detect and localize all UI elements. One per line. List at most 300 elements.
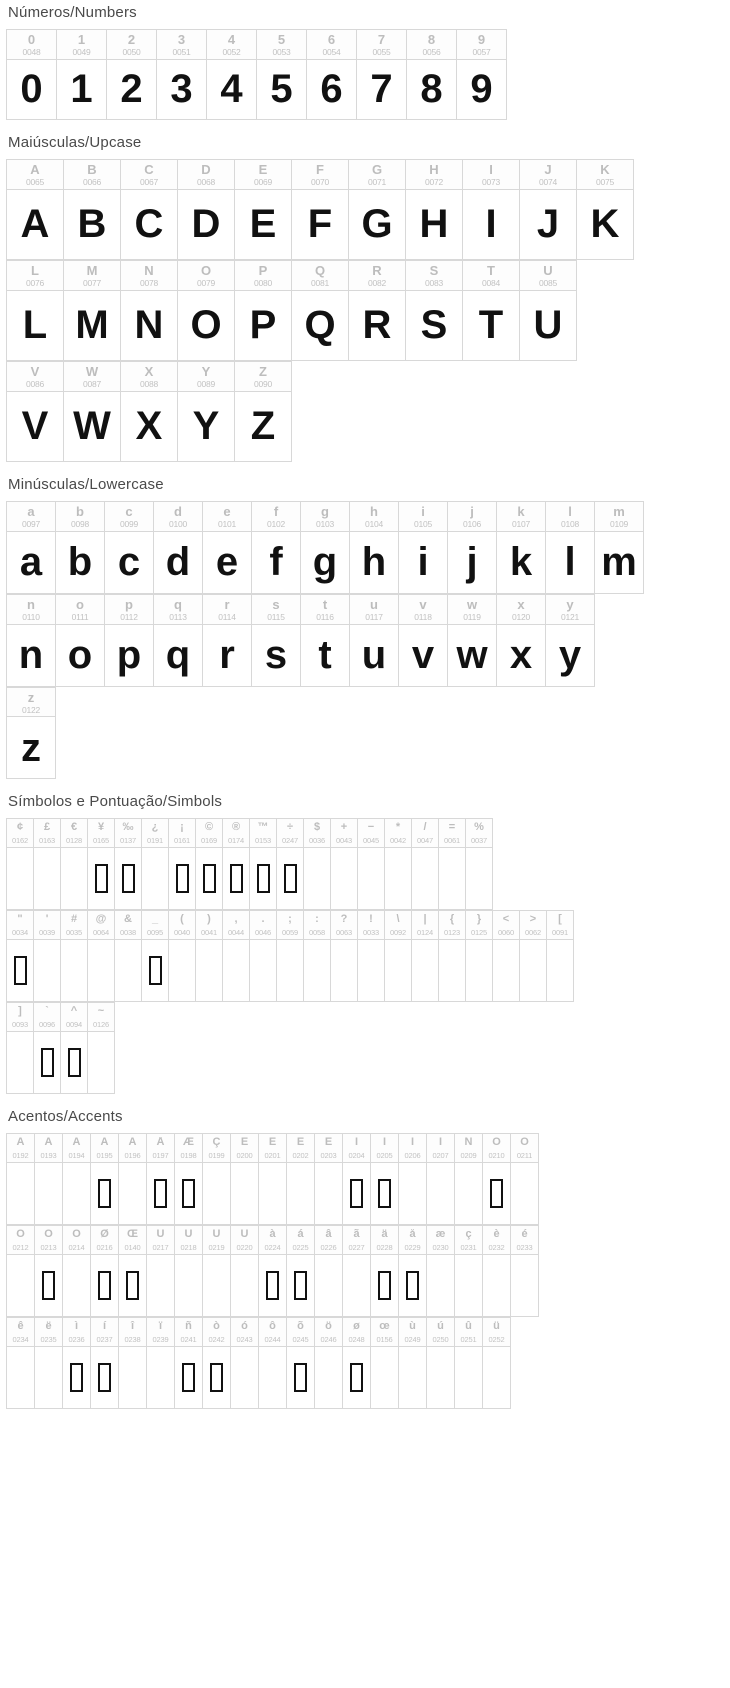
glyph-cell[interactable] <box>455 1347 483 1409</box>
glyph-header-cell <box>157 30 207 60</box>
notdef-box-icon <box>122 864 135 893</box>
glyph-char-label: ä <box>381 1228 388 1240</box>
glyph-cell[interactable] <box>207 60 257 120</box>
glyph-char-label: + <box>340 822 348 834</box>
glyph-char-label: Q <box>314 263 326 278</box>
glyph-cell[interactable] <box>349 190 406 260</box>
glyph-cell[interactable] <box>466 940 493 1002</box>
glyph-char-label: Í <box>382 1137 387 1149</box>
glyph-cell[interactable] <box>105 532 154 594</box>
glyph-cell[interactable] <box>119 1255 147 1317</box>
glyph-code-row <box>7 1318 511 1347</box>
glyph-header-cell <box>88 1003 115 1032</box>
glyph-cell[interactable] <box>343 1163 371 1225</box>
glyph-header-cell <box>399 502 448 532</box>
glyph-char-label: R <box>372 263 382 278</box>
glyph-char-label: ó <box>241 1320 248 1332</box>
glyph-cell[interactable] <box>57 60 107 120</box>
glyph-code-label: 0060 <box>498 928 514 938</box>
glyph-cell[interactable] <box>546 532 595 594</box>
glyph-cell[interactable] <box>427 1163 455 1225</box>
glyph-header-cell <box>399 595 448 625</box>
glyph-header-cell <box>511 1134 539 1163</box>
glyph-cell[interactable] <box>105 625 154 687</box>
glyph-char-label: Y <box>201 364 211 379</box>
glyph-cell[interactable] <box>178 392 235 462</box>
glyph-cell[interactable] <box>175 1255 203 1317</box>
glyph-header-cell <box>466 911 493 940</box>
glyph-cell[interactable] <box>307 60 357 120</box>
notdef-box-icon <box>210 1363 223 1392</box>
glyph-cell[interactable] <box>455 1255 483 1317</box>
glyph-cell[interactable] <box>235 392 292 462</box>
glyph-code-label: 0059 <box>282 928 298 938</box>
glyph-code-label: 0093 <box>12 1020 28 1030</box>
glyph-header-cell <box>147 1226 175 1255</box>
glyph-cell[interactable] <box>547 940 574 1002</box>
glyph-header-cell <box>178 362 235 392</box>
glyph-cell[interactable] <box>223 940 250 1002</box>
glyph-cell[interactable] <box>157 60 207 120</box>
glyph-code-label: 0238 <box>124 1334 141 1344</box>
glyph-cell[interactable] <box>91 1255 119 1317</box>
glyph-char-label: ™ <box>257 822 269 834</box>
glyph-cell[interactable] <box>64 291 121 361</box>
glyph-header-cell <box>307 30 357 60</box>
glyph-cell[interactable] <box>34 848 61 910</box>
glyph-cell[interactable] <box>231 1255 259 1317</box>
glyph-char-label: o <box>76 597 84 612</box>
glyph-code-label: 0050 <box>122 47 141 57</box>
glyph-cell[interactable] <box>196 940 223 1002</box>
glyph-header-cell <box>371 1226 399 1255</box>
glyph-cell[interactable] <box>169 940 196 1002</box>
notdef-box-icon <box>14 956 27 985</box>
glyph-char-label: ' <box>45 914 49 926</box>
glyph-header-cell <box>203 1134 231 1163</box>
glyph-cell[interactable] <box>497 625 546 687</box>
glyph-cell[interactable] <box>287 1255 315 1317</box>
glyph-cell[interactable] <box>154 625 203 687</box>
glyph-code-label: 0204 <box>348 1151 365 1161</box>
glyph-cell[interactable] <box>399 1163 427 1225</box>
glyph-code-row <box>7 1226 539 1255</box>
glyph-cell[interactable] <box>56 625 105 687</box>
glyph-sample-row <box>7 60 507 120</box>
glyph-cell[interactable] <box>331 940 358 1002</box>
glyph-header-cell <box>371 1134 399 1163</box>
glyph-header-cell <box>277 819 304 848</box>
glyph-char-label: Ç <box>212 1137 221 1149</box>
glyph-cell[interactable] <box>7 60 57 120</box>
glyph-cell[interactable] <box>91 1347 119 1409</box>
notdef-box-icon <box>284 864 297 893</box>
glyph-cell[interactable] <box>121 190 178 260</box>
glyph-cell[interactable] <box>7 1032 34 1094</box>
glyph-cell[interactable] <box>463 291 520 361</box>
glyph-cell[interactable] <box>466 848 493 910</box>
glyph-header-cell <box>497 502 546 532</box>
glyph-code-label: 0165 <box>93 836 109 846</box>
glyph-cell[interactable] <box>520 291 577 361</box>
glyph-header-cell <box>105 502 154 532</box>
glyph-cell[interactable] <box>88 940 115 1002</box>
glyph-char-label: Ô <box>16 1228 25 1240</box>
glyph-cell[interactable] <box>343 1347 371 1409</box>
glyph-header-cell <box>455 1226 483 1255</box>
notdef-box-icon <box>182 1363 195 1392</box>
glyph-code-label: 0241 <box>180 1334 197 1344</box>
glyph-cell[interactable] <box>61 940 88 1002</box>
glyph-char-label: ~ <box>97 1006 105 1018</box>
glyph-code-label: 0237 <box>96 1334 113 1344</box>
glyph-cell[interactable] <box>483 1163 511 1225</box>
glyph-char-label: 2 <box>127 33 136 47</box>
glyph-cell[interactable] <box>520 940 547 1002</box>
glyph-cell[interactable] <box>349 291 406 361</box>
glyph-cell[interactable] <box>483 1347 511 1409</box>
glyph-code-label: 0115 <box>267 611 285 622</box>
glyph-cell[interactable] <box>7 1347 35 1409</box>
glyph-cell[interactable] <box>406 190 463 260</box>
glyph-cell[interactable] <box>457 60 507 120</box>
glyph-cell[interactable] <box>455 1163 483 1225</box>
glyph-cell[interactable] <box>546 625 595 687</box>
glyph-code-label: 0137 <box>120 836 136 846</box>
glyph-code-label: 0113 <box>169 611 187 622</box>
glyph-header-cell <box>147 1134 175 1163</box>
glyph-cell[interactable] <box>483 1255 511 1317</box>
glyph-cell[interactable] <box>63 1255 91 1317</box>
glyph-cell[interactable] <box>439 848 466 910</box>
glyph-cell[interactable] <box>371 1347 399 1409</box>
glyph-cell[interactable] <box>493 940 520 1002</box>
glyph-cell[interactable] <box>223 848 250 910</box>
glyph-char-label: V <box>30 364 40 379</box>
glyph-cell[interactable] <box>115 848 142 910</box>
glyph-char-label: u <box>370 597 378 612</box>
glyph-cell[interactable] <box>63 1163 91 1225</box>
glyph-header-cell <box>399 1134 427 1163</box>
glyph-cell[interactable] <box>439 940 466 1002</box>
glyph-char-label: D <box>201 162 211 177</box>
glyph-sample-row <box>7 1032 115 1094</box>
glyph-sample: r <box>219 633 235 678</box>
glyph-cell[interactable] <box>259 1163 287 1225</box>
glyph-cell[interactable] <box>34 940 61 1002</box>
glyph-header-cell <box>175 1226 203 1255</box>
glyph-cell[interactable] <box>357 60 407 120</box>
glyph-cell[interactable] <box>385 940 412 1002</box>
glyph-cell[interactable] <box>203 1255 231 1317</box>
glyph-header-cell <box>34 819 61 848</box>
glyph-cell[interactable] <box>35 1255 63 1317</box>
glyph-cell[interactable] <box>7 190 64 260</box>
glyph-sample: K <box>590 202 620 247</box>
glyph-sample: q <box>165 633 191 678</box>
glyph-cell[interactable] <box>407 60 457 120</box>
glyph-char-label: õ <box>297 1320 304 1332</box>
glyph-cell[interactable] <box>142 848 169 910</box>
glyph-cell[interactable] <box>7 392 64 462</box>
glyph-cell[interactable] <box>412 940 439 1002</box>
glyph-cell[interactable] <box>511 1163 539 1225</box>
glyph-code-label: 0061 <box>444 836 460 846</box>
glyph-cell[interactable] <box>463 190 520 260</box>
glyph-header-cell <box>34 1003 61 1032</box>
glyph-code-row <box>7 502 644 532</box>
glyph-header-cell <box>257 30 307 60</box>
glyph-code-label: 0081 <box>310 277 330 288</box>
glyph-code-label: 0119 <box>463 611 481 622</box>
glyph-code-label: 0066 <box>82 176 102 187</box>
glyph-cell[interactable] <box>315 1347 343 1409</box>
glyph-code-label: 0112 <box>120 611 138 622</box>
glyph-cell[interactable] <box>142 940 169 1002</box>
glyph-code-label: 0197 <box>152 1151 169 1161</box>
glyph-cell[interactable] <box>147 1163 175 1225</box>
glyph-cell[interactable] <box>34 1032 61 1094</box>
glyph-cell[interactable] <box>147 1255 175 1317</box>
glyph-cell[interactable] <box>595 532 644 594</box>
glyph-code-row <box>7 595 595 625</box>
section-title: Acentos/Accents <box>8 1108 123 1126</box>
glyph-header-cell <box>493 911 520 940</box>
glyph-cell[interactable] <box>7 940 34 1002</box>
glyph-cell[interactable] <box>385 848 412 910</box>
glyph-char-label: ë <box>45 1320 52 1332</box>
glyph-cell[interactable] <box>63 1347 91 1409</box>
glyph-cell[interactable] <box>35 1347 63 1409</box>
glyph-char-label: n <box>27 597 35 612</box>
notdef-box-icon <box>126 1271 139 1300</box>
glyph-cell[interactable] <box>178 291 235 361</box>
glyph-cell[interactable] <box>448 532 497 594</box>
glyph-cell[interactable] <box>292 291 349 361</box>
glyph-cell[interactable] <box>301 625 350 687</box>
glyph-cell[interactable] <box>61 1032 88 1094</box>
glyph-cell[interactable] <box>371 1163 399 1225</box>
glyph-cell[interactable] <box>203 1347 231 1409</box>
glyph-header-cell <box>105 595 154 625</box>
glyph-code-label: 0041 <box>201 928 217 938</box>
glyph-header-cell <box>63 1226 91 1255</box>
notdef-box-icon <box>98 1363 111 1392</box>
glyph-cell[interactable] <box>259 1347 287 1409</box>
glyph-code-label: 0045 <box>363 836 379 846</box>
glyph-cell[interactable] <box>35 1163 63 1225</box>
glyph-char-label: a <box>27 504 35 519</box>
glyph-cell[interactable] <box>203 1163 231 1225</box>
glyph-cell[interactable] <box>399 532 448 594</box>
glyph-cell[interactable] <box>88 848 115 910</box>
glyph-code-label: 0058 <box>309 928 325 938</box>
glyph-code-label: 0124 <box>417 928 433 938</box>
glyph-cell[interactable] <box>287 1163 315 1225</box>
glyph-header-cell <box>427 1226 455 1255</box>
glyph-cell[interactable] <box>427 1347 455 1409</box>
glyph-code-label: 0067 <box>139 176 159 187</box>
glyph-cell[interactable] <box>56 532 105 594</box>
glyph-cell[interactable] <box>196 848 223 910</box>
glyph-header-cell <box>343 1318 371 1347</box>
glyph-cell[interactable] <box>250 940 277 1002</box>
glyph-char-label: d <box>174 504 182 519</box>
glyph-char-label: ï <box>158 1320 163 1332</box>
glyph-cell[interactable] <box>178 190 235 260</box>
glyph-cell[interactable] <box>235 190 292 260</box>
glyph-char-label: Â <box>72 1137 81 1149</box>
glyph-char-label: 9 <box>477 33 486 47</box>
glyph-sample: 8 <box>420 67 443 112</box>
glyph-cell[interactable] <box>119 1347 147 1409</box>
glyph-cell[interactable] <box>331 848 358 910</box>
glyph-code-label: 0128 <box>66 836 82 846</box>
glyph-cell[interactable] <box>121 291 178 361</box>
glyph-char-label: í <box>102 1320 107 1332</box>
glyph-cell[interactable] <box>277 848 304 910</box>
glyph-cell[interactable] <box>64 190 121 260</box>
glyph-cell[interactable] <box>412 848 439 910</box>
glyph-header-cell <box>301 502 350 532</box>
glyph-sample: v <box>411 633 435 678</box>
glyph-header-cell <box>448 502 497 532</box>
glyph-header-cell <box>91 1134 119 1163</box>
glyph-cell[interactable] <box>7 1255 35 1317</box>
glyph-code-label: 0116 <box>316 611 334 622</box>
glyph-cell[interactable] <box>301 532 350 594</box>
glyph-cell[interactable] <box>315 1163 343 1225</box>
glyph-cell[interactable] <box>448 625 497 687</box>
glyph-cell[interactable] <box>91 1163 119 1225</box>
glyph-cell[interactable] <box>350 532 399 594</box>
glyph-cell[interactable] <box>88 1032 115 1094</box>
glyph-cell[interactable] <box>169 848 196 910</box>
glyph-code-label: 0231 <box>460 1242 477 1252</box>
glyph-code-label: 0075 <box>595 176 615 187</box>
glyph-header-cell <box>287 1134 315 1163</box>
glyph-cell[interactable] <box>231 1347 259 1409</box>
glyph-code-label: 0052 <box>222 47 241 57</box>
glyph-cell[interactable] <box>399 1347 427 1409</box>
glyph-cell[interactable] <box>577 190 634 260</box>
glyph-cell[interactable] <box>252 532 301 594</box>
glyph-cell[interactable] <box>257 60 307 120</box>
glyph-code-label: 0104 <box>364 518 384 529</box>
glyph-cell[interactable] <box>147 1347 175 1409</box>
glyph-cell[interactable] <box>203 625 252 687</box>
glyph-char-label: ø <box>353 1320 360 1332</box>
glyph-cell[interactable] <box>107 60 157 120</box>
glyph-cell[interactable] <box>304 848 331 910</box>
glyph-sample: 2 <box>120 67 143 112</box>
glyph-cell[interactable] <box>292 190 349 260</box>
glyph-cell[interactable] <box>7 717 56 779</box>
glyph-code-label: 0202 <box>292 1151 309 1161</box>
glyph-grid <box>6 29 724 120</box>
glyph-char-label: ê <box>17 1320 24 1332</box>
glyph-cell[interactable] <box>7 291 64 361</box>
glyph-cell[interactable] <box>358 848 385 910</box>
glyph-char-label: Ü <box>240 1228 249 1240</box>
glyph-cell[interactable] <box>406 291 463 361</box>
glyph-cell[interactable] <box>203 532 252 594</box>
glyph-cell[interactable] <box>7 625 56 687</box>
glyph-header-cell <box>292 160 349 190</box>
glyph-cell[interactable] <box>427 1255 455 1317</box>
glyph-cell[interactable] <box>287 1347 315 1409</box>
glyph-char-label: Ñ <box>464 1137 473 1149</box>
glyph-cell[interactable] <box>231 1163 259 1225</box>
glyph-cell[interactable] <box>61 848 88 910</box>
glyph-code-label: 0043 <box>336 836 352 846</box>
glyph-sample-row <box>7 392 292 462</box>
glyph-cell[interactable] <box>497 532 546 594</box>
glyph-cell[interactable] <box>259 1255 287 1317</box>
glyph-code-label: 0235 <box>40 1334 57 1344</box>
glyph-char-label: ¢ <box>16 822 24 834</box>
glyph-char-label: > <box>529 914 537 926</box>
glyph-cell[interactable] <box>175 1163 203 1225</box>
glyph-sample: Q <box>304 303 336 348</box>
glyph-cell[interactable] <box>250 848 277 910</box>
glyph-cell[interactable] <box>7 532 56 594</box>
glyph-row-group <box>6 687 56 780</box>
glyph-header-cell <box>34 911 61 940</box>
glyph-sample: T <box>478 303 504 348</box>
glyph-cell[interactable] <box>115 940 142 1002</box>
glyph-cell[interactable] <box>7 1163 35 1225</box>
glyph-code-row <box>7 362 292 392</box>
glyph-code-label: 0247 <box>282 836 298 846</box>
glyph-header-cell <box>142 819 169 848</box>
glyph-cell[interactable] <box>64 392 121 462</box>
glyph-cell[interactable] <box>315 1255 343 1317</box>
glyph-cell[interactable] <box>7 848 34 910</box>
glyph-code-label: 0174 <box>228 836 244 846</box>
glyph-char-label: } <box>476 914 482 926</box>
glyph-char-label: È <box>240 1137 249 1149</box>
glyph-header-cell <box>252 502 301 532</box>
glyph-cell[interactable] <box>235 291 292 361</box>
glyph-cell[interactable] <box>154 532 203 594</box>
glyph-header-cell <box>7 595 56 625</box>
glyph-char-label: ; <box>288 914 292 926</box>
glyph-char-label: * <box>395 822 401 834</box>
glyph-char-label: Õ <box>72 1228 81 1240</box>
glyph-cell[interactable] <box>252 625 301 687</box>
glyph-cell[interactable] <box>343 1255 371 1317</box>
glyph-header-cell <box>483 1134 511 1163</box>
glyph-code-label: 0069 <box>253 176 273 187</box>
glyph-cell[interactable] <box>399 625 448 687</box>
glyph-cell[interactable] <box>520 190 577 260</box>
notdef-box-icon <box>98 1179 111 1208</box>
glyph-code-label: 0090 <box>253 378 273 389</box>
glyph-cell[interactable] <box>350 625 399 687</box>
glyph-cell[interactable] <box>175 1347 203 1409</box>
glyph-char-label: ÷ <box>286 822 294 834</box>
glyph-cell[interactable] <box>304 940 331 1002</box>
glyph-cell[interactable] <box>119 1163 147 1225</box>
glyph-cell[interactable] <box>277 940 304 1002</box>
glyph-cell[interactable] <box>371 1255 399 1317</box>
glyph-header-cell <box>7 1318 35 1347</box>
glyph-cell[interactable] <box>358 940 385 1002</box>
glyph-cell[interactable] <box>399 1255 427 1317</box>
glyph-cell[interactable] <box>511 1255 539 1317</box>
glyph-cell[interactable] <box>121 392 178 462</box>
